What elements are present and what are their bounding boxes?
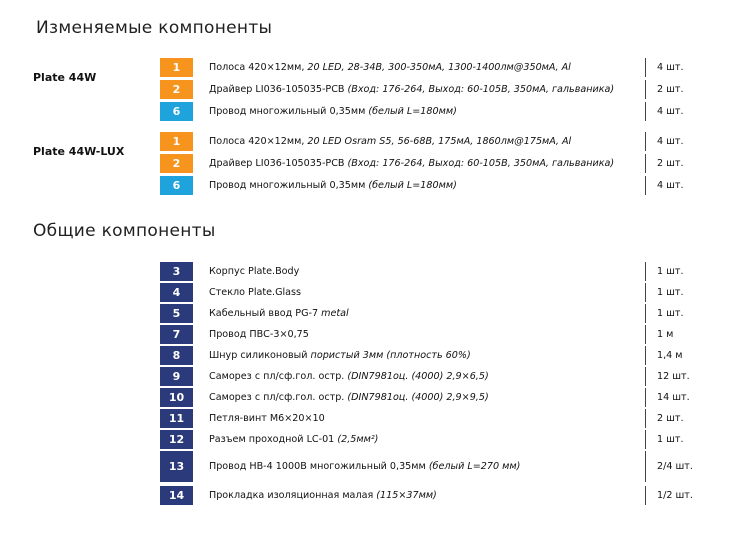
- component-name: Петля-винт М6×20×10: [209, 412, 325, 424]
- column-divider: [645, 262, 646, 281]
- item-number-badge: 3: [160, 262, 193, 281]
- component-name: Драйвер LI036-105035-PCB: [209, 83, 348, 95]
- component-name: Драйвер LI036-105035-PCB: [209, 157, 348, 169]
- component-row: [0, 154, 750, 173]
- column-divider: [645, 346, 646, 365]
- variable-components-heading: Изменяемые компоненты: [36, 18, 273, 38]
- component-quantity: 1 м: [657, 328, 674, 340]
- column-divider: [645, 430, 646, 449]
- item-number-badge: 1: [160, 132, 193, 151]
- column-divider: [645, 388, 646, 407]
- component-name: Провод ПВС-3×0,75: [209, 328, 309, 340]
- component-description: [209, 59, 571, 77]
- component-row: [0, 80, 750, 99]
- component-description: [209, 410, 325, 428]
- component-name: Провод многожильный 0,35мм: [209, 105, 369, 117]
- component-spec: 20 LED, 28-34В, 300-350мА, 1300-1400лм@350мА, Al: [307, 61, 571, 73]
- column-divider: [645, 304, 646, 323]
- component-quantity: 12 шт.: [657, 370, 690, 382]
- component-description: [209, 177, 457, 195]
- component-quantity: 2 шт.: [657, 412, 684, 424]
- item-number-badge: 2: [160, 80, 193, 99]
- item-number-badge: 10: [160, 388, 193, 407]
- item-number-badge: 2: [160, 154, 193, 173]
- component-row: [0, 102, 750, 121]
- component-quantity: 1,4 м: [657, 349, 683, 361]
- component-description: [209, 431, 378, 449]
- common-components-heading: Общие компоненты: [33, 221, 216, 241]
- component-row: [0, 262, 750, 281]
- column-divider: [645, 451, 646, 482]
- component-spec: (DIN7981оц. (4000) 2,9×9,5): [347, 391, 489, 403]
- component-description: [209, 368, 489, 386]
- component-quantity: 1 шт.: [657, 307, 684, 319]
- component-spec: 20 LED Osram S5, 56-68В, 175мА, 1860лм@175мА, Al: [307, 135, 572, 147]
- product-variant-name: Plate 44W: [33, 71, 97, 84]
- component-spec: (белый L=270 мм): [428, 460, 521, 472]
- item-number-badge: 13: [160, 451, 193, 482]
- component-name: Шнур силиконовый: [209, 349, 311, 361]
- component-row: [0, 409, 750, 428]
- component-description: [209, 389, 489, 407]
- item-number-badge: 7: [160, 325, 193, 344]
- column-divider: [645, 409, 646, 428]
- component-spec: (115×37мм): [376, 489, 437, 501]
- component-row: [0, 430, 750, 449]
- component-spec: (2,5мм²): [337, 433, 379, 445]
- component-description: [209, 133, 571, 151]
- component-row: [0, 176, 750, 195]
- column-divider: [645, 58, 646, 77]
- component-quantity: 4 шт.: [657, 61, 684, 73]
- component-description: [209, 305, 349, 323]
- component-description: [209, 263, 299, 281]
- component-quantity: 4 шт.: [657, 179, 684, 191]
- component-description: [209, 326, 309, 344]
- component-quantity: 2 шт.: [657, 83, 684, 95]
- column-divider: [645, 132, 646, 151]
- component-description: [209, 155, 614, 173]
- component-quantity: 1 шт.: [657, 265, 684, 277]
- item-number-badge: 8: [160, 346, 193, 365]
- component-name: Провод многожильный 0,35мм: [209, 179, 369, 191]
- component-row: [0, 388, 750, 407]
- component-name: Провод НВ-4 1000В многожильный 0,35мм: [209, 460, 429, 472]
- item-number-badge: 14: [160, 486, 193, 505]
- component-description: [209, 487, 437, 505]
- column-divider: [645, 80, 646, 99]
- component-row: [0, 367, 750, 386]
- component-row: [0, 304, 750, 323]
- column-divider: [645, 176, 646, 195]
- column-divider: [645, 154, 646, 173]
- component-quantity: 4 шт.: [657, 105, 684, 117]
- item-number-badge: 1: [160, 58, 193, 77]
- item-number-badge: 6: [160, 102, 193, 121]
- component-row: [0, 58, 750, 77]
- component-spec: (Вход: 176-264, Выход: 60-105В, 350мА, гальваника): [347, 157, 615, 169]
- component-row: [0, 346, 750, 365]
- component-row: [0, 486, 750, 505]
- component-quantity: 1 шт.: [657, 286, 684, 298]
- component-row: [0, 325, 750, 344]
- product-variant-name: Plate 44W-LUX: [33, 145, 125, 158]
- component-quantity: 1/2 шт.: [657, 489, 693, 501]
- component-description: [209, 458, 520, 476]
- component-spec: (белый L=180мм): [368, 179, 457, 191]
- column-divider: [645, 486, 646, 505]
- component-spec: пористый 3мм (плотность 60%): [310, 349, 471, 361]
- component-description: [209, 347, 471, 365]
- component-spec: (DIN7981оц. (4000) 2,9×6,5): [347, 370, 489, 382]
- component-name: Полоса 420×12мм,: [209, 61, 308, 73]
- component-name: Полоса 420×12мм,: [209, 135, 308, 147]
- component-description: [209, 284, 301, 302]
- component-name: Стекло Plate.Glass: [209, 286, 302, 298]
- component-row: [0, 132, 750, 151]
- item-number-badge: 9: [160, 367, 193, 386]
- component-quantity: 4 шт.: [657, 135, 684, 147]
- component-name: Саморез с пл/сф.гол. остр.: [209, 370, 348, 382]
- item-number-badge: 12: [160, 430, 193, 449]
- item-number-badge: 5: [160, 304, 193, 323]
- component-name: Саморез с пл/сф.гол. остр.: [209, 391, 348, 403]
- component-description: [209, 81, 614, 99]
- component-spec: metal: [321, 307, 349, 319]
- component-name: Разъем проходной LC-01: [209, 433, 338, 445]
- component-quantity: 14 шт.: [657, 391, 690, 403]
- column-divider: [645, 102, 646, 121]
- component-description: [209, 103, 457, 121]
- component-quantity: 2/4 шт.: [657, 460, 693, 472]
- column-divider: [645, 325, 646, 344]
- item-number-badge: 6: [160, 176, 193, 195]
- component-name: Корпус Plate.Body: [209, 265, 300, 277]
- component-row: [0, 283, 750, 302]
- item-number-badge: 4: [160, 283, 193, 302]
- component-name: Прокладка изоляционная малая: [209, 489, 377, 501]
- component-quantity: 1 шт.: [657, 433, 684, 445]
- component-row: [0, 451, 750, 482]
- column-divider: [645, 283, 646, 302]
- item-number-badge: 11: [160, 409, 193, 428]
- component-spec: (белый L=180мм): [368, 105, 457, 117]
- component-name: Кабельный ввод PG-7: [209, 307, 322, 319]
- component-spec: (Вход: 176-264, Выход: 60-105В, 350мА, гальваника): [347, 83, 615, 95]
- column-divider: [645, 367, 646, 386]
- component-quantity: 2 шт.: [657, 157, 684, 169]
